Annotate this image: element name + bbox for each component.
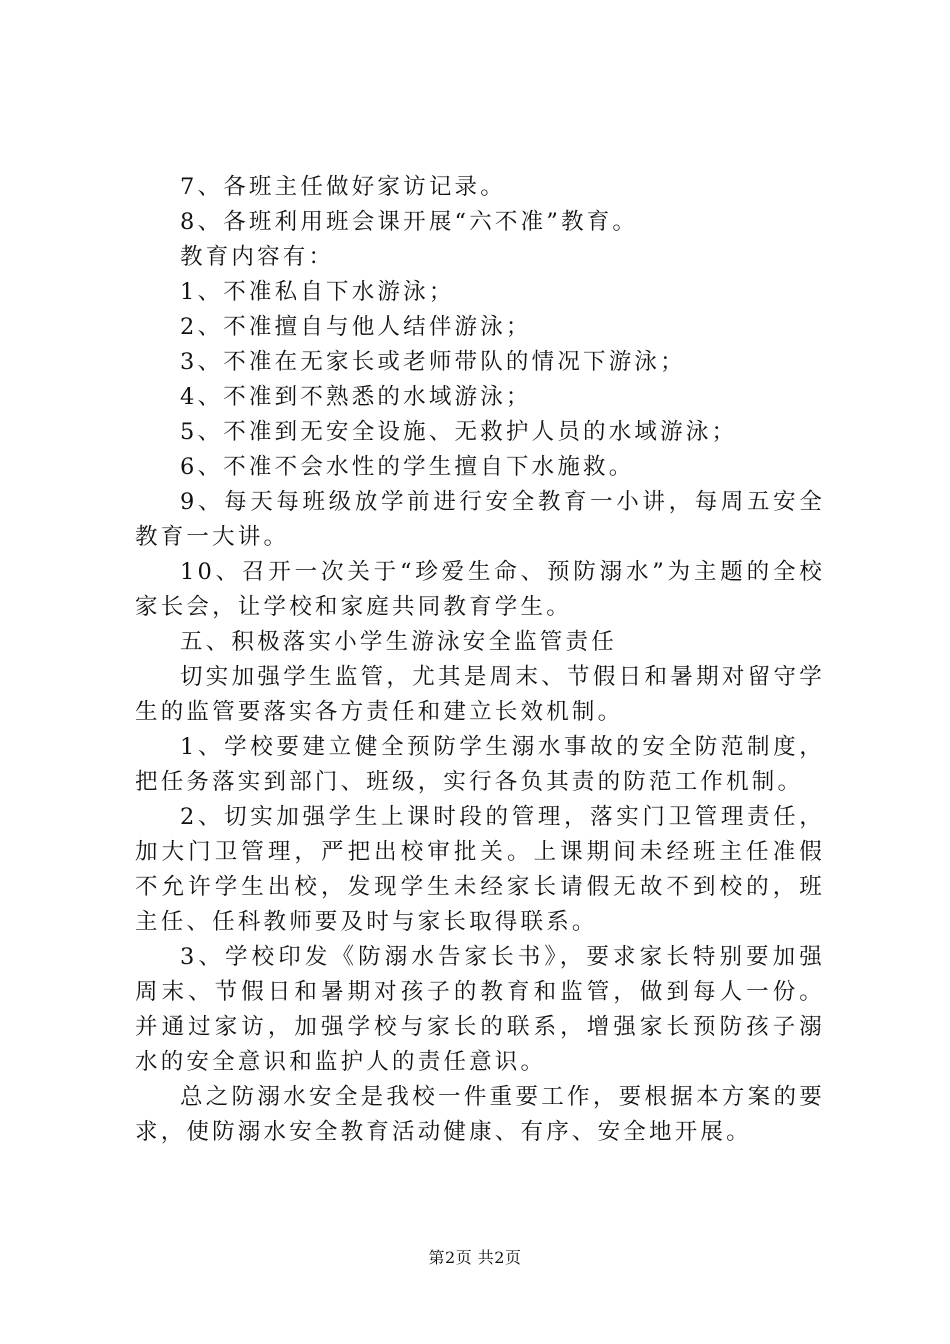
conclusion-paragraph: 总之防溺水安全是我校一件重要工作，要根据本方案的要求，使防溺水安全教育活动健康、有序、安全地开展。 [135, 1084, 825, 1145]
paragraph-item-9: 9、每天每班级放学前进行安全教育一小讲，每周五安全教育一大讲。 [135, 489, 825, 550]
rule-item-5: 5、不准到无安全设施、无救护人员的水域游泳； [180, 419, 738, 445]
rule-item-1: 1、不准私自下水游泳； [180, 279, 455, 305]
measure-item-1: 1、学校要建立健全预防学生溺水事故的安全防范制度，把任务落实到部门、班级，实行各负其责的防范工作机制。 [135, 734, 825, 795]
section-heading-five: 五、积极落实小学生游泳安全监管责任 [180, 629, 617, 655]
paragraph-education-content-heading: 教育内容有： [180, 244, 335, 270]
paragraph-item-7: 7、各班主任做好家访记录。 [180, 174, 506, 200]
rule-item-3: 3、不准在无家长或老师带队的情况下游泳； [180, 349, 686, 375]
page-footer: 第2页 共2页 [428, 1248, 522, 1267]
rule-item-6: 6、不准不会水性的学生擅自下水施救。 [180, 454, 635, 480]
section-intro-paragraph: 切实加强学生监管，尤其是周末、节假日和暑期对留守学生的监管要落实各方责任和建立长效机制。 [135, 664, 825, 725]
paragraph-item-8: 8、各班利用班会课开展“六不准”教育。 [180, 209, 639, 235]
rule-item-4: 4、不准到不熟悉的水域游泳； [180, 384, 532, 410]
rule-item-2: 2、不准擅自与他人结伴游泳； [180, 314, 532, 340]
measure-item-2: 2、切实加强学生上课时段的管理，落实门卫管理责任，加大门卫管理，严把出校审批关。上课期间未经班主任准假不允许学生出校，发现学生未经家长请假无故不到校的，班主任、任科教师要及时与家长取得联系。 [135, 804, 825, 935]
paragraph-item-10: 10、召开一次关于“珍爱生命、预防溺水”为主题的全校家长会，让学校和家庭共同教育学生。 [135, 559, 825, 620]
document-body [135, 170, 825, 1150]
measure-item-3: 3、学校印发《防溺水告家长书》，要求家长特别要加强周末、节假日和暑期对孩子的教育和监管，做到每人一份。并通过家访，加强学校与家长的联系，增强家长预防孩子溺水的安全意识和监护人的责任意识。 [135, 944, 825, 1075]
